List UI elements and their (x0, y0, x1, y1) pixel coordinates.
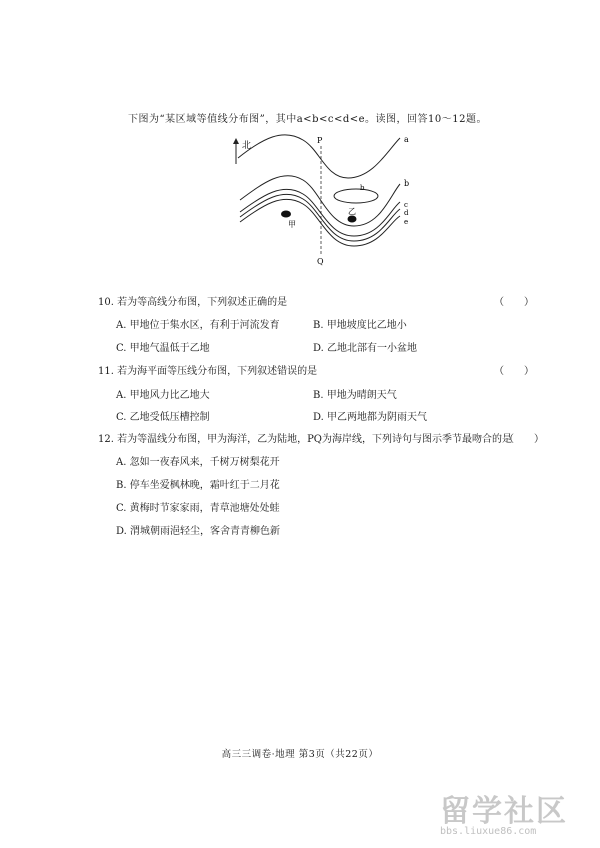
question-12-option-d: D. 渭城朝雨浥轻尘，客舍青青柳色新 (116, 526, 281, 537)
question-12-stem: 12. 若为等温线分布图，甲为海洋，乙为陆地，PQ为海岸线，下列诗句与图示季节最吻合的是 (98, 434, 513, 445)
isoline-c (240, 189, 400, 236)
intro-text: 下图为“某区域等值线分布图”，其中a<b<c<d<e。读图，回答10～12题。 (128, 114, 487, 125)
page-footer: 高三三调卷·地理 第3页（共22页） (221, 749, 379, 760)
label-d: d (404, 209, 409, 217)
question-11-option-d: D. 甲乙两地都为阴雨天气 (313, 412, 428, 423)
point-jia-label: 甲 (288, 220, 296, 229)
point-yi-marker (348, 216, 357, 223)
question-10-answer-paren: （ ） (494, 297, 534, 308)
point-yi-label: 乙 (348, 207, 356, 216)
isoline-e (240, 199, 400, 246)
question-11-option-a: A. 甲地风力比乙地大 (116, 390, 210, 401)
label-e: e (404, 218, 409, 226)
q-label: Q (317, 257, 324, 266)
label-b-oval: b (360, 184, 365, 192)
point-jia-marker (281, 211, 291, 218)
closed-isoline-b (334, 189, 378, 203)
question-12-option-c: C. 黄梅时节家家雨，青草池塘处处蛙 (116, 503, 280, 514)
label-a: a (404, 135, 409, 144)
question-10-stem: 10. 若为等高线分布图，下列叙述正确的是 (98, 297, 288, 308)
question-12-answer-paren: （ ） (504, 434, 544, 445)
north-arrow-icon (233, 138, 239, 164)
question-11-stem: 11. 若为海平面等压线分布图，下列叙述错误的是 (98, 366, 318, 377)
question-10-option-c: C. 甲地气温低于乙地 (116, 343, 210, 354)
question-11-answer-paren: （ ） (494, 366, 534, 377)
p-label: P (317, 136, 323, 145)
question-10-option-a: A. 甲地位于集水区，有利于河流发育 (116, 320, 280, 331)
label-c: c (404, 201, 408, 209)
question-12-option-a: A. 忽如一夜春风来，千树万树梨花开 (116, 457, 280, 468)
question-12-option-b: B. 停车坐爱枫林晚，霜叶红于二月花 (116, 480, 280, 491)
question-10-option-d: D. 乙地北部有一小盆地 (313, 343, 418, 354)
watermark-logo: 留学社区 (440, 794, 568, 829)
watermark-url: bbs.liuxue86.com (440, 826, 537, 837)
question-11-option-b: B. 甲地为晴朗天气 (313, 390, 397, 401)
north-label: 北 (242, 141, 252, 151)
question-11-option-c: C. 乙地受低压槽控制 (116, 412, 210, 423)
question-10-option-b: B. 甲地坡度比乙地小 (313, 320, 407, 331)
label-b: b (404, 179, 410, 188)
isoline-figure (228, 128, 428, 278)
